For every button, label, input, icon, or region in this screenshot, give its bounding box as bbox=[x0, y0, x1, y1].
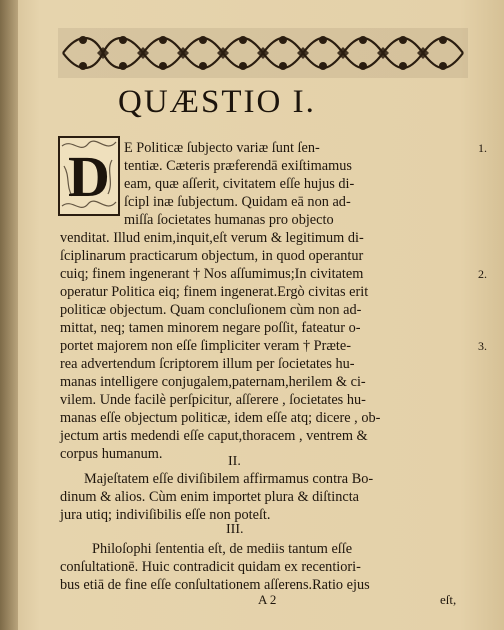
text-line: portet majorem non eſſe ſimpliciter veram † Præte- bbox=[60, 338, 352, 354]
section-numeral: III. bbox=[226, 522, 244, 537]
signature-mark: A 2 bbox=[258, 592, 277, 607]
section-numeral: II. bbox=[228, 454, 241, 469]
text-line: jectum artis medendi eſſe caput,thoracem , ventrem & bbox=[60, 428, 368, 444]
text-line: manas intelligere conjugalem,paternam,herilem & ci- bbox=[60, 374, 366, 390]
text-line: conſultationē. Huic contradicit quidam ex recentiori- bbox=[60, 559, 361, 575]
text-line: E Politicæ ſubjecto variæ ſunt ſen- bbox=[124, 140, 320, 156]
text-line: bus etiā de fine eſſe conſultationem aſſerens.Ratio ejus bbox=[60, 577, 370, 593]
text-line: rea advertendum ſcriptorem illum per ſocietates hu- bbox=[60, 356, 355, 372]
decorated-initial bbox=[58, 136, 120, 216]
text-line: tentiæ. Cæteris præferendā exiſtimamus bbox=[124, 158, 352, 174]
text-line: corpus humanum. bbox=[60, 446, 163, 462]
text-line: vilem. Unde facilè perſpicitur, aſſerere , ſocietates hu- bbox=[60, 392, 366, 408]
page-title: QUÆSTIO I. bbox=[118, 84, 316, 120]
margin-note-number: 3. bbox=[478, 339, 487, 353]
text-line: politicæ objectum. Quam concluſionem cùm non ad- bbox=[60, 302, 362, 318]
text-line: Majeſtatem eſſe diviſibilem affirmamus contra Bo- bbox=[84, 471, 374, 487]
margin-note-number: 2. bbox=[478, 267, 487, 281]
text-line: miſſa ſocietates humanas pro objecto bbox=[124, 212, 334, 228]
text-line: cuiq; finem ingenerant † Nos aſſumimus;In civitatem bbox=[60, 266, 364, 282]
text-line: venditat. Illud enim,inquit,eſt verum & legitimum di- bbox=[60, 230, 364, 246]
text-line: mittat, neq; tamen minorem negare poſſit, fateatur o- bbox=[60, 320, 361, 336]
text-line: ſcipl inæ ſubjectum. Quidam eā non ad- bbox=[124, 194, 351, 210]
catchword: eſt, bbox=[440, 592, 457, 607]
drop-cap-letter: D bbox=[68, 144, 110, 209]
decorative-headpiece bbox=[58, 28, 468, 78]
text-line: manas eſſe objectum politicæ, idem eſſe atq; dicere , ob- bbox=[60, 410, 381, 426]
text-line: jura utiq; indiviſibilis eſſe non poteſt. bbox=[60, 507, 271, 523]
text-line: operatur Politica eiq; finem ingenerat.Ergò civitas erit bbox=[60, 284, 369, 300]
margin-note-number: 1. bbox=[478, 141, 487, 155]
text-line: eam, quæ aſſerit, civitatem eſſe hujus di- bbox=[124, 176, 355, 192]
text-line: dinum & alios. Cùm enim importet plura & diſtincta bbox=[60, 489, 360, 505]
text-line: Philoſophi ſententia eſt, de mediis tantum eſſe bbox=[92, 541, 353, 557]
text-line: ſciplinarum practicarum objectum, in quod operantur bbox=[60, 248, 364, 264]
page-gutter-shadow bbox=[0, 0, 18, 630]
